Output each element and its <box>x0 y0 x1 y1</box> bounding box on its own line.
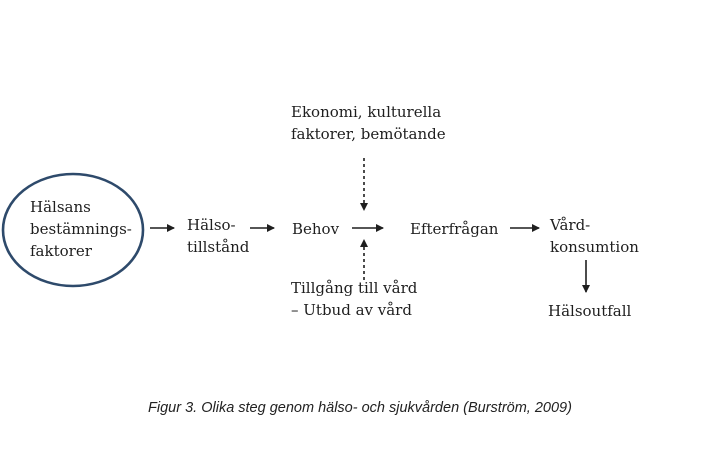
node-text-line: Hälsoutfall <box>548 302 632 320</box>
node-efterfragan <box>410 218 498 240</box>
node-ekonomi-kulturella-faktorer <box>291 101 446 145</box>
node-text-line: Behov <box>292 220 340 238</box>
node-vardkonsumtion <box>550 214 639 258</box>
node-text-line: faktorer, bemötande <box>291 125 446 143</box>
node-tillgang-till-vard <box>291 277 417 321</box>
node-text-line: Efterfrågan <box>410 220 499 238</box>
node-behov <box>292 218 339 240</box>
node-text-line: Ekonomi, kulturella <box>291 103 442 121</box>
node-text-line: tillstånd <box>187 238 250 256</box>
node-halsotillstand <box>187 214 249 258</box>
node-text-line: bestämnings- <box>30 220 132 238</box>
node-text-line: – Utbud av vård <box>291 301 412 319</box>
figure-caption: Figur 3. Olika steg genom hälso- och sjukvården (Burström, 2009) <box>148 400 572 416</box>
node-text-line: Hälso- <box>187 216 236 234</box>
node-halsoutfall <box>548 300 631 322</box>
node-text-line: konsumtion <box>550 238 639 256</box>
node-text-line: faktorer <box>30 242 92 260</box>
node-text-line: Vård- <box>550 216 591 234</box>
node-text-line: Tillgång till vård <box>291 279 418 297</box>
node-halsans-bestamningsfaktorer <box>30 196 132 262</box>
node-text-line: Hälsans <box>30 198 91 216</box>
